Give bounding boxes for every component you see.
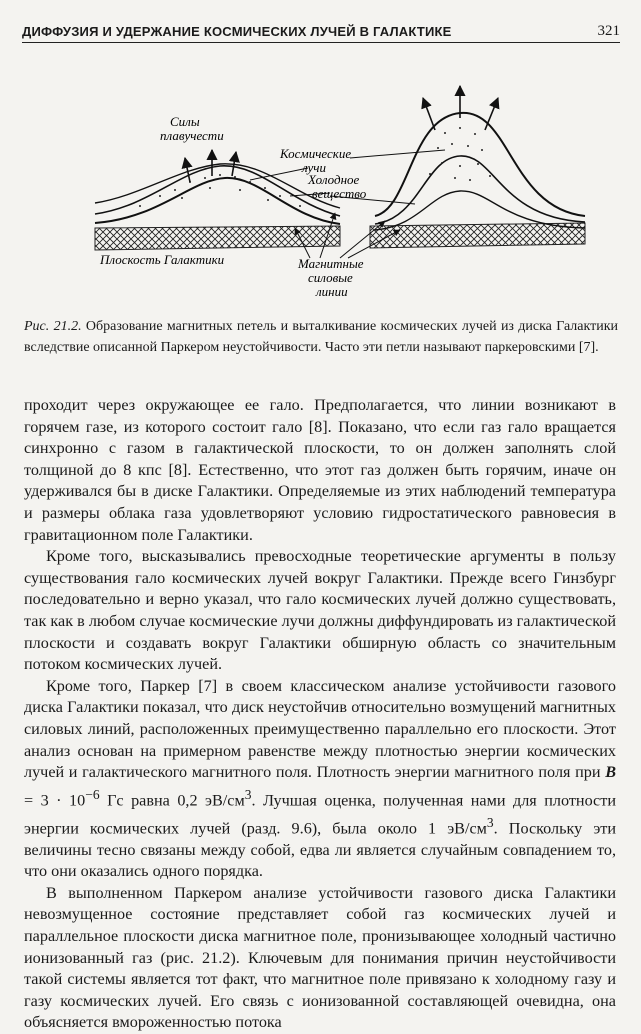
- figure-caption: [24, 316, 618, 358]
- p3-part-c: Гс равна 0,2 эВ/см: [99, 791, 245, 810]
- right-panel: [370, 86, 585, 248]
- label-field-1: Магнитные: [298, 256, 364, 271]
- stipple-right: [429, 127, 491, 181]
- loop-arrow-1: [423, 98, 435, 130]
- header-rule: [22, 42, 620, 43]
- label-buoyancy-1: Силы: [170, 114, 200, 129]
- paragraph-3: [24, 676, 616, 883]
- p3-exponent-1: −6: [85, 786, 100, 802]
- paragraph-1: проходит через окружающее ее гало. Предполагается, что линии возникают в горячем газе, из которого состоит гало [8]. Показано, что если газ гало вращается синхронно с газом в галактической плоскости, то он должен заполнять слой толщиной до 8 кпс [8]. Естественно, что этот газ должен быть горячим, иначе он удерживался бы в диске Галактики. Определяемые из этих наблюдений температура и размеры облака газа удовлетворяют условию гидростатического равновесия в гравитационном поле Галактики.: [24, 396, 616, 544]
- loop-arrow-3: [485, 98, 498, 130]
- buoyancy-arrow-1: [185, 158, 190, 182]
- p3-symbol-b: B: [605, 763, 616, 782]
- p3-exponent-3: 3: [486, 814, 494, 830]
- label-cosmic-1: Космические: [280, 146, 352, 161]
- loop-outer: [375, 113, 585, 216]
- caption-text: Образование магнитных петель и выталкивание космических лучей из диска Галактики вследствие описанной Паркером неустойчивости. Часто эти петли называют паркеровскими [7].: [24, 319, 619, 355]
- p3-part-d: . Лучшая оценка, полученная нами для плотности энергии космических лучей (разд. 9.6), была около 1 эВ/см: [24, 791, 616, 838]
- paragraph-4: В выполненном Паркером анализе устойчивости газового диска Галактики невозмущенное состояние представляет собой газ космических лучей и параллельное плоскости диска магнитное поле, пронизывающее холодный частично ионизованный газ (рис. 21.2). Ключевым для понимания причин неустойчивости такой системы является тот факт, что магнитное поле привязано к холодному газу и газу космических лучей. Его связь с ионизованной составляющей очевидна, она объясняется вмороженностью потока: [24, 883, 616, 1032]
- figure-parker-loops: [40, 78, 600, 308]
- p3-part-e: . Поскольку эти величины тесно связаны между собой, едва ли является случайным совпадением то, что они оказались одного порядка.: [24, 819, 616, 881]
- p3-exponent-2: 3: [244, 786, 252, 802]
- label-cosmic-2: лучи: [302, 160, 326, 175]
- galactic-plane-hatch-right: [370, 223, 585, 248]
- label-field-2: силовые: [308, 270, 353, 285]
- body-text: [24, 395, 616, 1034]
- label-field-3: линии: [316, 284, 348, 299]
- running-title: ДИФФУЗИЯ И УДЕРЖАНИЕ КОСМИЧЕСКИХ ЛУЧЕЙ В ГАЛАКТИКЕ: [22, 24, 452, 39]
- label-cold-1: Холодное: [308, 172, 360, 187]
- loop-middle: [375, 156, 585, 224]
- page-number: 321: [597, 23, 620, 39]
- p3-part-b: = 3 · 10: [24, 791, 86, 810]
- page-header: [22, 20, 620, 42]
- p3-part-a: Кроме того, Паркер [7] в своем классическом анализе устойчивости газового диска Галактики показал, что диск неустойчив относительно возмущений магнитных силовых линий, расположенных преимущественно параллельно его плоскости. Этот анализ основан на примерном равенстве между плотностью энергии космических лучей и галактического магнитного поля. Плотность энергии магнитного поля при: [24, 676, 616, 782]
- caption-label: Рис. 21.2.: [24, 319, 82, 334]
- label-cold-2: вещество: [312, 186, 367, 201]
- galactic-plane-hatch-left: [95, 226, 340, 250]
- label-buoyancy-2: плавучести: [160, 128, 224, 143]
- paragraph-2: Кроме того, высказывались превосходные теоретические аргументы в пользу существования гало космических лучей вокруг Галактики. Прежде всего Гинзбург последовательно и верно указал, что гало космических лучей должно существовать, так как в любом случае космические лучи должны диффундировать из галактической плоскости и создавать вокруг Галактики обширную область со значительным потоком космических лучей.: [24, 547, 616, 674]
- label-galactic-plane: Плоскость Галактики: [100, 252, 225, 267]
